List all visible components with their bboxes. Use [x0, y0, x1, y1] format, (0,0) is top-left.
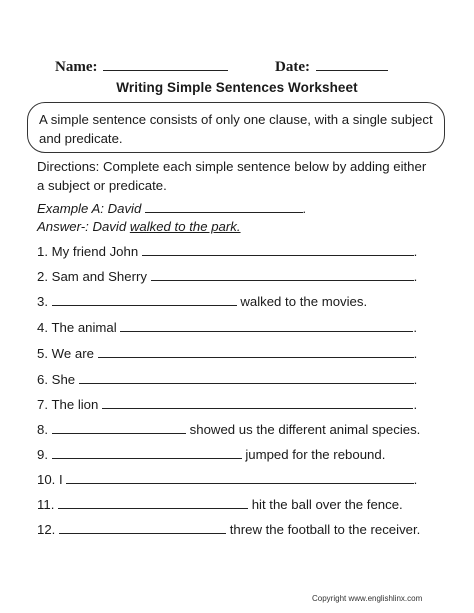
item-number: 12. [37, 522, 59, 537]
sentence-item [37, 495, 403, 514]
example-prompt-row: Example A: David . [37, 201, 307, 216]
sentence-item [37, 344, 417, 363]
date-group [275, 56, 388, 76]
sentence-item [37, 242, 417, 261]
answer-blank[interactable] [142, 243, 414, 256]
item-number: 9. [37, 447, 52, 462]
item-given-text: Sam and Sherry [51, 269, 151, 284]
date-label: Date: [275, 59, 310, 75]
date-field[interactable] [316, 56, 388, 71]
item-given-text: walked to the movies. [236, 294, 368, 309]
item-given-text: . [413, 372, 418, 387]
definition-text: A simple sentence consists of only one clause, with a single subject and predicate. [39, 112, 433, 146]
example-answer-text: walked to the park. [129, 219, 241, 234]
sentence-item [37, 292, 367, 311]
answer-blank[interactable] [98, 345, 414, 358]
item-given-text: . [413, 320, 418, 335]
sentence-item [37, 370, 417, 389]
example-prompt: Example A: David [37, 201, 142, 216]
sentence-item [37, 395, 417, 414]
item-given-text: . [413, 346, 418, 361]
sentence-item [37, 520, 420, 539]
item-given-text: My friend John [51, 244, 142, 259]
worksheet-title: Writing Simple Sentences Worksheet [116, 80, 358, 95]
item-given-text: I [59, 472, 67, 487]
item-number: 4. [37, 320, 52, 335]
item-given-text: . [413, 269, 418, 284]
item-given-text: The lion [51, 397, 103, 412]
answer-blank[interactable] [52, 293, 237, 306]
header-row [55, 56, 310, 76]
sentence-item [37, 420, 420, 439]
definition-box [27, 102, 445, 153]
sentence-item [37, 318, 417, 337]
item-number: 5. [37, 346, 52, 361]
item-number: 2. [37, 269, 52, 284]
answer-blank[interactable] [52, 446, 242, 459]
example-answer-prefix: Answer-: David [37, 219, 127, 234]
answer-blank[interactable] [79, 371, 414, 384]
item-given-text: hit the ball over the fence. [248, 497, 403, 512]
example-answer-row [37, 217, 241, 236]
name-label: Name: [55, 59, 98, 75]
answer-blank[interactable] [120, 319, 413, 332]
item-number: 11. [37, 497, 59, 512]
item-given-text: . [413, 472, 418, 487]
answer-blank[interactable] [52, 421, 186, 434]
answer-blank[interactable] [58, 496, 248, 509]
name-field[interactable] [103, 56, 228, 71]
answer-blank[interactable] [151, 268, 414, 281]
item-given-text: jumped for the rebound. [241, 447, 386, 462]
item-number: 3. [37, 294, 52, 309]
item-number: 8. [37, 422, 52, 437]
answer-blank[interactable] [66, 471, 413, 484]
example-blank [145, 200, 303, 213]
answer-blank[interactable] [102, 396, 413, 409]
item-given-text: . [413, 244, 418, 259]
sentence-item [37, 445, 385, 464]
item-number: 7. [37, 397, 52, 412]
directions-text: Directions: Complete each simple sentence below by adding either a subject or predicate. [37, 159, 427, 193]
item-given-text: . [413, 397, 418, 412]
item-given-text: threw the football to the receiver. [226, 522, 421, 537]
item-number: 1. [37, 244, 52, 259]
item-given-text: The animal [51, 320, 121, 335]
item-number: 10. [37, 472, 59, 487]
sentence-item [37, 470, 417, 489]
item-given-text: She [51, 372, 79, 387]
item-number: 6. [37, 372, 52, 387]
sentence-item [37, 267, 417, 286]
item-given-text: We are [51, 346, 98, 361]
answer-blank[interactable] [59, 521, 226, 534]
item-given-text: showed us the different animal species. [186, 422, 421, 437]
copyright-footer: Copyright www.englishlinx.com [312, 594, 423, 603]
